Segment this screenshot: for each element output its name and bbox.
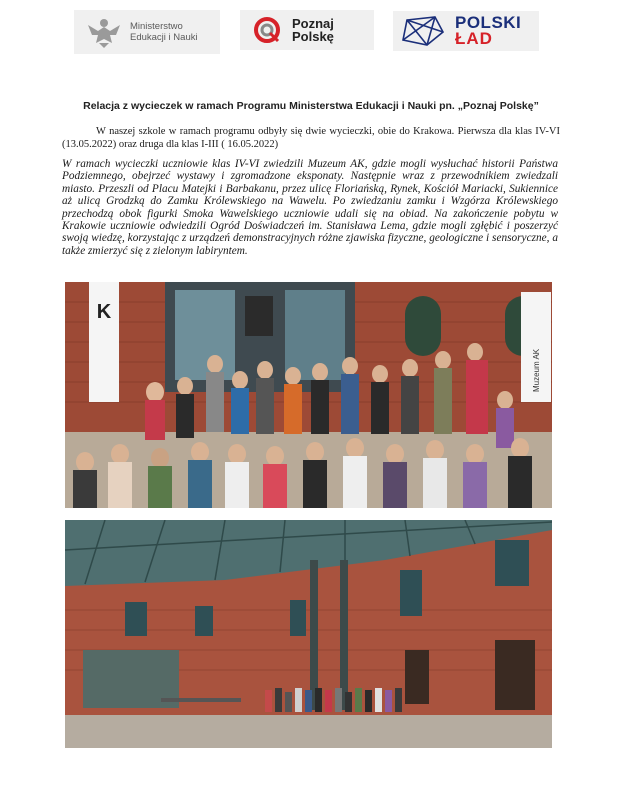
- polski-lad-line1: POLSKI: [455, 13, 522, 32]
- intro-paragraph: W naszej szkole w ramach programu odbyły się dwie wycieczki, obie do Krakowa. Pierwsza dla klas IV-VI (13.05.2022) oraz druga dla klas I-III ( 16.05.2022): [62, 126, 560, 150]
- polski-lad-star-icon: [397, 14, 447, 48]
- polski-lad-name: [455, 15, 521, 47]
- page-title: Relacja z wycieczek w ramach Programu Ministerstwa Edukacji i Nauki pn. „Poznaj Polskę”: [83, 100, 539, 112]
- ministry-logo: [74, 10, 220, 54]
- banner-right-text: Muzeum AK: [532, 348, 541, 392]
- header-logos: [0, 0, 622, 60]
- banner-left-letter: K: [96, 301, 112, 323]
- polski-lad-logo: [393, 11, 539, 51]
- poznaj-line2: Polskę: [292, 29, 334, 44]
- poznaj-polske-swirl-icon: [248, 15, 286, 45]
- museum-courtyard-photo: [65, 520, 552, 748]
- ministry-line2: Edukacji i Nauki: [130, 32, 198, 43]
- poznaj-polske-name: [292, 17, 334, 43]
- polski-lad-line2: ŁAD: [455, 29, 493, 48]
- ministry-name: [130, 21, 198, 43]
- eagle-emblem-icon: [84, 15, 124, 49]
- poznaj-line1: Poznaj: [292, 16, 334, 31]
- group-photo-museum: [65, 282, 552, 508]
- trip-description: W ramach wycieczki uczniowie klas IV-VI zwiedzili Muzeum AK, gdzie mogli wysłuchać historii Państwa Podziemnego, obejrzeć wystawy i zgromadzone eksponaty. Następnie wraz z przewodnikiem zwiedzali miasto. Przeszli od Placu Matejki i Barbakanu, przez ulicę Floriańską, Rynek, Kościół Mariacki, Sukiennice aż ulicą Grodzką do Zamku Królewskiego na Wawelu. Po zwiedzaniu zamku i Wzgórza Królewskiego przechodzą obok figurki Smoka Wawelskiego uczniowie udali się na obiad. Na zakończenie pobytu w Krakowie uczniowie odwiedzili Ogród Doświadczeń im. Stanisława Lema, gdzie mogli zgłębić i poszerzyć swoją wiedzę, korzystając z urządzeń demonstracyjnych różne zjawiska fizyczne, geologiczne i sensoryczne, a także zmierzyć się z zielonym labiryntem.: [62, 158, 558, 257]
- poznaj-polske-logo: [240, 10, 374, 50]
- ministry-line1: Ministerstwo: [130, 21, 183, 32]
